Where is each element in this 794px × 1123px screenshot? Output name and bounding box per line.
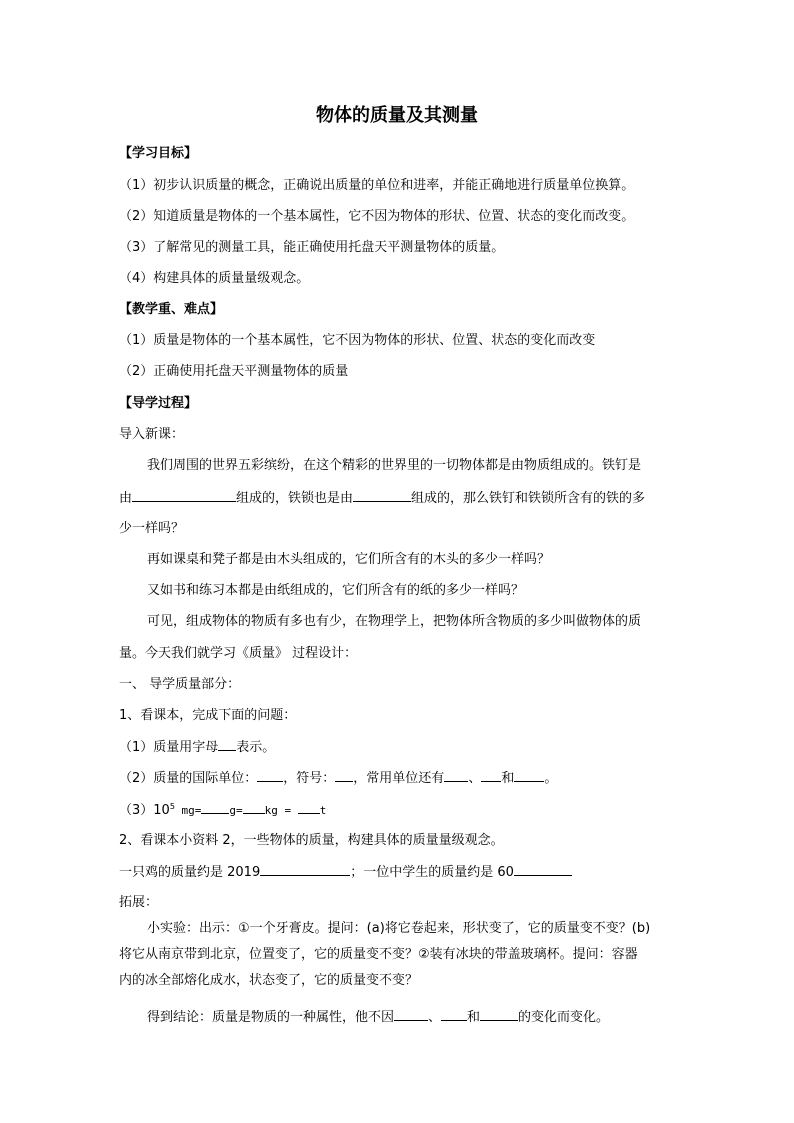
paragraph-2: 再如课桌和凳子都是由木头组成的，它们所含有的木头的多少一样吗？ [147, 552, 551, 567]
guided-process-heading: 【导学过程】 [119, 396, 198, 411]
fill-blank-mass-letter[interactable] [218, 738, 236, 751]
experiment-line-2: 将它从南京带到北京，位置变了，它的质量变不变？②装有冰块的带盖玻璃杯。提问：容器 [119, 947, 638, 962]
paragraph-1-line-1: 我们周围的世界五彩缤纷，在这个精彩的世界里的一切物体都是由物质组成的。铁钉是 [147, 458, 642, 473]
paragraph-4-line-2: 量。今天我们就学习《质量》 过程设计： [119, 646, 358, 661]
fill-blank-shape[interactable] [394, 1008, 428, 1021]
fill-blank-si-unit[interactable] [257, 769, 283, 782]
question-3: $(3)10^5$ mg= g= kg = t [119, 802, 327, 818]
paragraph-4-line-1: 可见，组成物体的物质有多也有少，在物理学上，把物体所含物质的多少叫做物体的质 [147, 614, 642, 629]
fill-blank-unit-c[interactable] [514, 769, 544, 782]
experiment-line-1: 小实验：出示：①一个牙膏皮。提问：(a)将它卷起来，形状变了，它的质量变不变？(b) [147, 921, 651, 936]
fill-blank-symbol[interactable] [335, 769, 353, 782]
fill-blank-position[interactable] [441, 1008, 467, 1021]
question-1: （1）质量用字母 表示。 [119, 740, 276, 755]
example-line: 一只鸡的质量约是 2019 ；一位中学生的质量约是 60 [119, 863, 679, 882]
fill-blank-state[interactable] [480, 1008, 518, 1021]
key-point-2: （2）正确使用托盘天平测量物体的质量 [119, 364, 349, 379]
fill-blank-unit-b[interactable] [481, 769, 501, 782]
goal-item-4: （4）构建具体的质量量级观念。 [119, 271, 310, 286]
goal-item-1: （1）初步认识质量的概念，正确说出质量的单位和进率，并能正确地进行质量单位换算。 [119, 178, 635, 193]
paragraph-3: 又如书和练习本都是由纸组成的，它们所含有的纸的多少一样吗？ [147, 583, 525, 598]
conclusion-line: 得到结论：质量是物质的一种属性，他不因 、 和 的变化而变化。 [147, 1010, 610, 1025]
step-1: 1、看课本，完成下面的问题： [119, 708, 297, 723]
intro-label: 导入新课： [119, 427, 185, 442]
fill-blank-nail-material[interactable] [132, 489, 236, 502]
paragraph-1-line-2: 由 组成的，铁锁也是由 组成的，那么铁钉和铁锁所含有的铁的多 [119, 491, 646, 506]
part-1-heading: 一、 导学质量部分： [119, 677, 241, 692]
goal-item-3: （3）了解常见的测量工具，能正确使用托盘天平测量物体的质量。 [119, 240, 505, 255]
fill-blank-student-unit[interactable] [514, 863, 572, 876]
goal-item-2: （2）知道质量是物体的一个基本属性，它不因为物体的形状、位置、状态的变化而改变。 [119, 209, 635, 224]
fill-blank-unit-a[interactable] [444, 769, 468, 782]
paragraph-1-line-3: 少一样吗？ [119, 521, 185, 536]
key-point-1: （1）质量是物体的一个基本属性，它不因为物体的形状、位置、状态的变化而改变 [119, 333, 596, 348]
step-2: 2、看课本小资料 2，一些物体的质量，构建具体的质量量级观念。 [119, 833, 504, 848]
extension-label: 拓展： [119, 895, 159, 910]
page-title: 物体的质量及其测量 [316, 105, 478, 126]
question-2: （2）质量的国际单位： ，符号： ，常用单位还有 、 和 。 [119, 771, 558, 786]
key-points-heading: 【教学重、难点】 [119, 302, 224, 317]
learning-goals-heading: 【学习目标】 [119, 146, 198, 161]
fill-blank-grams[interactable] [201, 801, 229, 814]
fill-blank-lock-material[interactable] [353, 489, 411, 502]
fill-blank-chicken-unit[interactable] [260, 863, 350, 876]
experiment-line-3: 内的冰全部熔化成水，状态变了，它的质量变不变？ [119, 973, 419, 988]
fill-blank-tons[interactable] [298, 801, 320, 814]
fill-blank-kilograms[interactable] [243, 801, 265, 814]
